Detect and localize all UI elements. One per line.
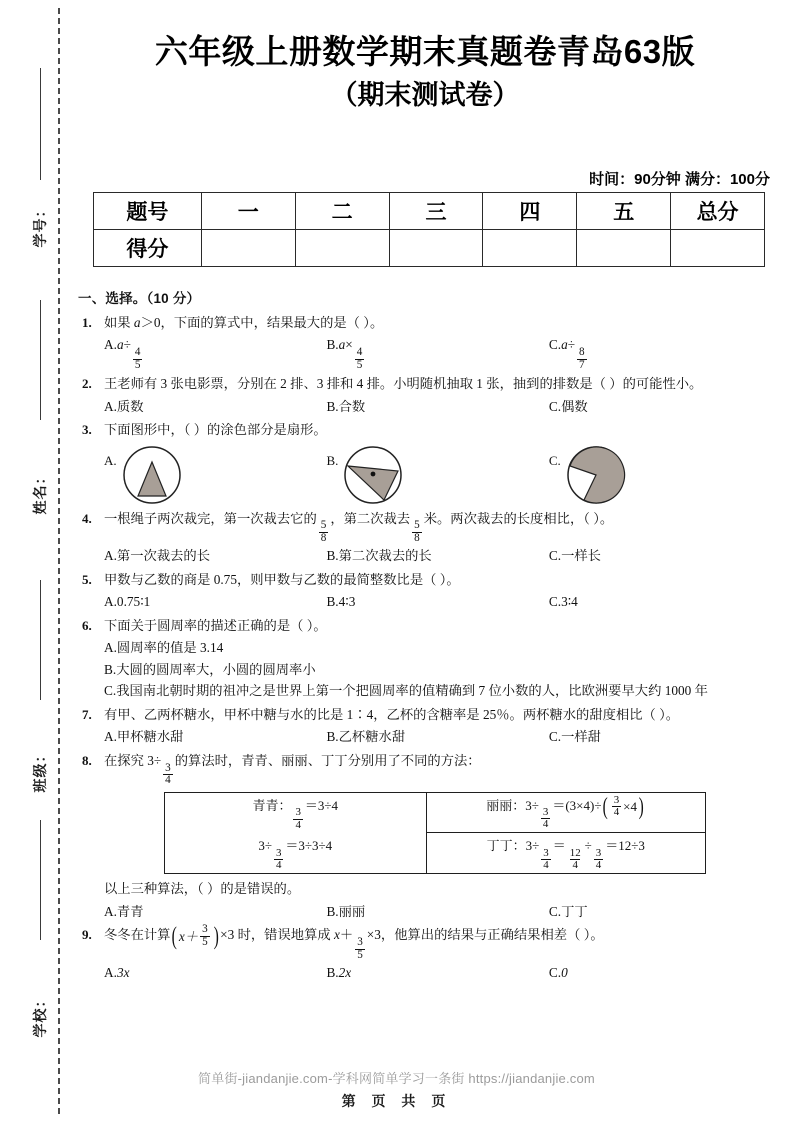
question-4-stem bbox=[104, 508, 772, 545]
q1-opt-a-var: a bbox=[116, 337, 124, 353]
q4-stem-c: 米。两次裁去的长度相比，（ ）。 bbox=[423, 510, 614, 526]
q8-method-row-2 bbox=[165, 833, 706, 874]
question-8 bbox=[78, 750, 772, 787]
seal-segment-2 bbox=[40, 300, 41, 420]
q8-option-c[interactable]: C.丁丁 bbox=[548, 903, 588, 919]
q1-opt-b-op: × bbox=[345, 337, 353, 353]
q4-option-a[interactable]: A.第一次裁去的长 bbox=[104, 548, 211, 564]
question-2 bbox=[78, 373, 772, 417]
question-6-stem: 下面关于圆周率的描述正确的是（ ）。 bbox=[104, 617, 327, 633]
q3-fig-a-label: A. bbox=[104, 452, 117, 468]
margin-label-class: 班级： bbox=[32, 747, 48, 793]
q1-opt-c-label: C. bbox=[548, 337, 562, 353]
q1-opt-c-fraction: $\frac{8}{7}$ bbox=[579, 346, 585, 371]
margin-label-student-id: 学号： bbox=[32, 202, 48, 248]
score-table-row-label-1: 题号 bbox=[94, 193, 202, 230]
circle-with-sector-icon bbox=[565, 444, 627, 506]
title-line-2: （期末测试卷） bbox=[330, 80, 520, 110]
score-table-header-row bbox=[94, 193, 765, 230]
question-1-number: 1. bbox=[82, 314, 92, 330]
q1-stem-var: a bbox=[133, 314, 141, 330]
question-2-stem: 王老师有 3 张电影票，分别在 2 排、3 排和 4 排。小明随机抽取 1 张，抽到的排数是（ ）的可能性小。 bbox=[104, 375, 703, 391]
question-8-stem bbox=[104, 750, 772, 787]
question-1-options bbox=[104, 334, 772, 371]
question-3-figures bbox=[104, 444, 772, 506]
q9-paren-group: ( x＋ $\frac{3}{5}$ ) bbox=[172, 921, 219, 950]
question-7-stem: 有甲、乙两杯糖水，甲杯中糖与水的比是 1∶4，乙杯的含糖率是 25％。两杯糖水的甜度相比（ ）。 bbox=[104, 706, 680, 722]
page-footer bbox=[0, 1068, 793, 1111]
q2-option-a[interactable]: A.质数 bbox=[104, 398, 144, 414]
q8-stem-a: 在探究 3÷ bbox=[104, 752, 162, 768]
q1-opt-c-op: ÷ bbox=[567, 337, 576, 353]
question-4 bbox=[78, 508, 772, 567]
question-7-number: 7. bbox=[82, 706, 92, 722]
score-value-1[interactable] bbox=[201, 230, 295, 267]
q1-option-c[interactable] bbox=[549, 334, 771, 371]
q8-lili-paren-group: ( $\frac{3}{4}$ ×4 ) bbox=[603, 792, 644, 820]
score-col-4: 四 bbox=[483, 193, 577, 230]
q6-option-b[interactable]: B.大圆的圆周率大，小圆的圆周率小 bbox=[104, 661, 316, 677]
question-1 bbox=[78, 312, 772, 371]
score-value-3[interactable] bbox=[389, 230, 483, 267]
watermark-text: 简单街-jiandanjie.com-学科网简单学习一条街 https://jiandanjie.com bbox=[198, 1071, 595, 1086]
q9-fraction-2: $\frac{3}{5}$ bbox=[357, 936, 363, 961]
circle-with-triangle-icon bbox=[121, 444, 183, 506]
q1-stem-a: 如果 bbox=[104, 314, 134, 330]
q9-stem-a: 冬冬在计算 bbox=[104, 927, 171, 943]
q4-option-c[interactable]: C.一样长 bbox=[548, 548, 601, 564]
q7-option-a[interactable]: A.甲杯糖水甜 bbox=[104, 729, 184, 745]
q9-inner-a: x＋ bbox=[178, 928, 199, 944]
q4-stem-a: 一根绳子两次裁完，第一次裁去它的 bbox=[104, 510, 317, 526]
circle-with-triangle-dot-icon bbox=[342, 444, 404, 506]
question-body bbox=[78, 288, 772, 984]
question-9-number: 9. bbox=[82, 927, 92, 943]
q1-option-a[interactable] bbox=[104, 334, 326, 371]
score-table-value-row bbox=[94, 230, 765, 267]
page-number: 第 页 共 页 bbox=[341, 1093, 452, 1109]
q1-opt-b-fraction: $\frac{4}{5}$ bbox=[356, 346, 363, 371]
q1-opt-a-label: A. bbox=[104, 337, 117, 353]
q6-option-a[interactable]: A.圆周率的值是 3.14 bbox=[104, 640, 224, 656]
score-col-1: 一 bbox=[201, 193, 295, 230]
q8-fraction: $\frac{3}{4}$ bbox=[165, 761, 171, 787]
q1-opt-a-fraction: $\frac{4}{5}$ bbox=[134, 346, 141, 371]
q7-option-b[interactable]: B.乙杯糖水甜 bbox=[326, 729, 406, 745]
q3-figure-c[interactable] bbox=[549, 444, 771, 506]
q8-qingqing-frac-2: $\frac{3}{4}$ bbox=[275, 846, 282, 871]
score-col-5: 五 bbox=[577, 193, 671, 230]
q9-fraction-1: $\frac{3}{5}$ bbox=[202, 923, 208, 948]
question-6-options bbox=[104, 637, 772, 702]
seal-segment-1 bbox=[40, 68, 41, 180]
q8-method-table bbox=[164, 792, 706, 875]
score-col-total: 总分 bbox=[671, 193, 765, 230]
q8-dingding-frac-3: $\frac{3}{4}$ bbox=[595, 847, 602, 872]
seal-dashed-line bbox=[58, 8, 60, 1114]
question-5-stem: 甲数与乙数的商是 0.75，则甲数与乙数的最简整数比是（ ）。 bbox=[104, 571, 460, 587]
q2-option-c[interactable]: C.偶数 bbox=[548, 398, 588, 414]
score-value-5[interactable] bbox=[577, 230, 671, 267]
q8-cell-qingqing-line2: 3÷ $\frac{3}{4}$ ＝3÷3÷4 bbox=[165, 833, 427, 874]
question-8-number: 8. bbox=[82, 752, 92, 768]
q8-cell-lili: 丽丽：3÷ $\frac{3}{4}$ ＝(3×4)÷ ( $\frac{3}{4}$ ×4 ) bbox=[426, 792, 706, 833]
question-7-options bbox=[104, 726, 772, 748]
score-table-row-label-2: 得分 bbox=[94, 230, 202, 267]
q9-option-b[interactable]: B.2x bbox=[326, 964, 352, 980]
seal-segment-3 bbox=[40, 580, 41, 700]
score-table bbox=[93, 192, 765, 267]
score-value-total[interactable] bbox=[671, 230, 765, 267]
q5-option-b[interactable]: B.4∶3 bbox=[326, 594, 356, 610]
question-9-options bbox=[104, 962, 772, 984]
question-8-options bbox=[104, 901, 772, 923]
q9-stem-var: x bbox=[333, 927, 340, 943]
q1-stem-b: ＞0，下面的算式中，结果最大的是（ ）。 bbox=[140, 314, 384, 330]
section-title: 一、选择。（10 分） bbox=[78, 291, 201, 306]
q4-fraction-1: $\frac{5}{8}$ bbox=[320, 519, 327, 544]
q8-option-b[interactable]: B.丽丽 bbox=[326, 903, 366, 919]
score-value-2[interactable] bbox=[295, 230, 389, 267]
q8-lili-frac-2: $\frac{3}{4}$ bbox=[613, 793, 620, 819]
question-9-stem bbox=[104, 921, 772, 961]
q3-figure-a[interactable] bbox=[104, 444, 326, 506]
q1-opt-c-var: a bbox=[561, 337, 568, 353]
q8-qingqing-frac-1: $\frac{3}{4}$ bbox=[295, 806, 301, 831]
q4-option-b[interactable]: B.第二次裁去的长 bbox=[326, 548, 432, 564]
q1-opt-a-op: ÷ bbox=[123, 337, 131, 353]
q7-option-c[interactable]: C.一样甜 bbox=[548, 729, 601, 745]
exam-meta: 时间：90分钟 满分：100分 bbox=[589, 171, 770, 188]
score-col-2: 二 bbox=[295, 193, 389, 230]
question-3-stem: 下面图形中，（ ）的涂色部分是扇形。 bbox=[104, 422, 327, 438]
q9-stem-c: ＋ bbox=[339, 927, 354, 943]
q5-option-c[interactable]: C.3∶4 bbox=[548, 594, 578, 610]
q8-cell-qingqing-line1: 青青： $\frac{3}{4}$ ＝3÷4 bbox=[165, 792, 427, 833]
margin-label-name: 姓名： bbox=[32, 469, 48, 515]
q4-stem-b: ，第二次裁去 bbox=[330, 510, 411, 526]
q6-option-c[interactable]: C.我国南北朝时期的祖冲之是世界上第一个把圆周率的值精确到 7 位小数的人，比欧洲要早大约 1000 年 bbox=[104, 683, 708, 699]
question-8-followup bbox=[78, 878, 772, 922]
q8-followup-text: 以上三种算法，（ ）的是错误的。 bbox=[104, 881, 301, 897]
q9-stem-d: ×3，他算出的结果与正确结果相差（ ）。 bbox=[366, 927, 604, 943]
question-2-options bbox=[104, 396, 772, 418]
q5-option-a[interactable]: A.0.75∶1 bbox=[104, 594, 151, 610]
question-5-number: 5. bbox=[82, 571, 92, 587]
question-5-options bbox=[104, 591, 772, 613]
q3-fig-c-label: C. bbox=[548, 452, 561, 468]
score-value-4[interactable] bbox=[483, 230, 577, 267]
question-3 bbox=[78, 419, 772, 506]
q1-opt-b-label: B. bbox=[326, 337, 339, 353]
q8-option-a[interactable]: A.青青 bbox=[104, 903, 144, 919]
q9-option-c[interactable]: C.0 bbox=[548, 964, 568, 980]
question-4-options bbox=[104, 545, 772, 567]
q8-lili-frac-1: $\frac{3}{4}$ bbox=[542, 806, 549, 831]
q3-figure-b[interactable] bbox=[326, 444, 548, 506]
question-6-number: 6. bbox=[82, 617, 92, 633]
q1-opt-b-var: a bbox=[338, 337, 346, 353]
q8-cell-dingding: 丁丁：3÷ $\frac{3}{4}$ ＝ $\frac{12}{4}$ ÷ $\frac{3}{4}$ ＝12÷3 bbox=[426, 833, 706, 874]
question-5 bbox=[78, 569, 772, 613]
q4-fraction-2: $\frac{5}{8}$ bbox=[414, 519, 420, 544]
question-6 bbox=[78, 615, 772, 702]
margin-label-school: 学校： bbox=[32, 992, 48, 1038]
score-col-3: 三 bbox=[389, 193, 483, 230]
seal-segment-4 bbox=[40, 820, 41, 940]
question-3-number: 3. bbox=[82, 422, 92, 438]
q8-stem-b: 的算法时，青青、丽丽、丁丁分别用了不同的方法： bbox=[174, 752, 481, 768]
question-7 bbox=[78, 704, 772, 748]
question-1-stem bbox=[104, 312, 772, 334]
q8-dingding-frac-1: $\frac{3}{4}$ bbox=[543, 847, 549, 872]
question-9 bbox=[78, 921, 772, 983]
page-title bbox=[80, 30, 770, 116]
question-2-number: 2. bbox=[82, 375, 92, 391]
question-4-number: 4. bbox=[82, 510, 92, 526]
q3-fig-b-label: B. bbox=[326, 452, 339, 468]
q2-option-b[interactable]: B.合数 bbox=[326, 398, 366, 414]
q8-method-row-1 bbox=[165, 792, 706, 833]
title-line-1: 六年级上册数学期末真题卷青岛63版 bbox=[154, 33, 696, 70]
q9-option-a[interactable]: A.3x bbox=[104, 964, 130, 980]
q8-dingding-frac-2: $\frac{12}{4}$ bbox=[569, 847, 581, 872]
q9-stem-b: ×3 时，错误地算成 bbox=[220, 927, 334, 943]
q1-option-b[interactable] bbox=[326, 334, 548, 371]
